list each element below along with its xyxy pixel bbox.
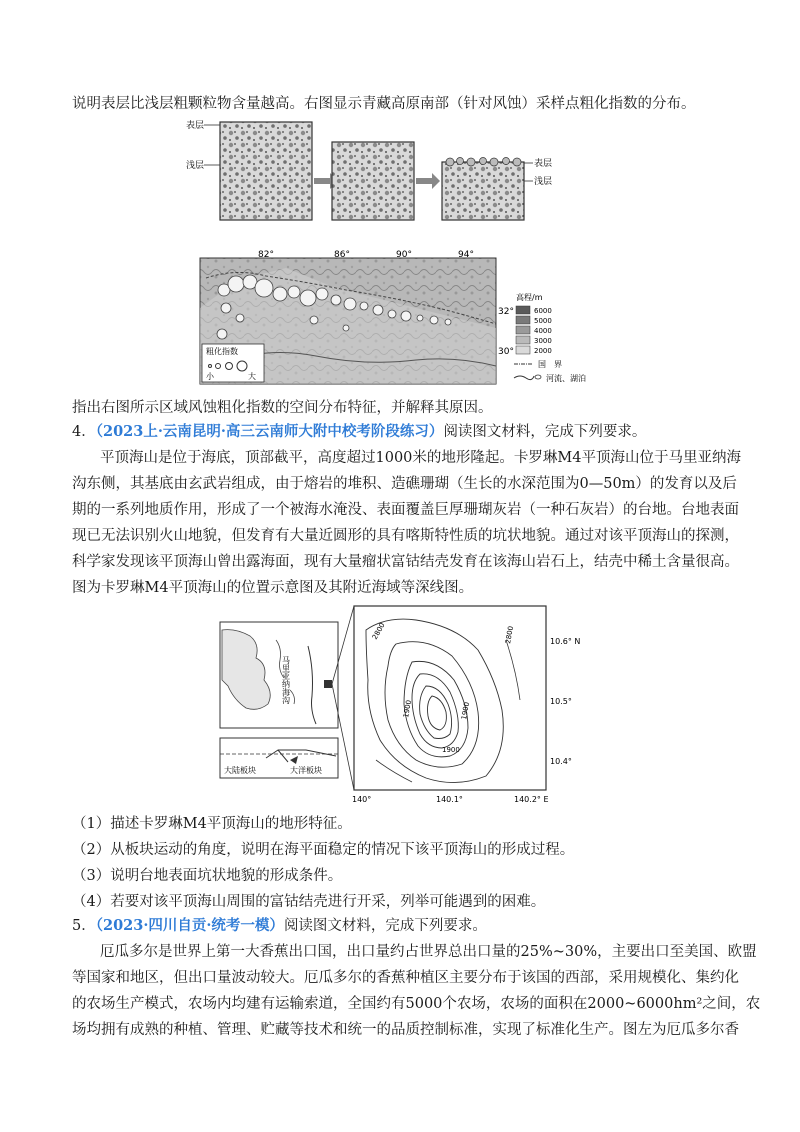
question-4-instruction: 阅读图文材料，完成下列要求。 <box>443 424 647 440</box>
soil-layer-figure <box>180 118 620 230</box>
q4-para-line-3: 期的一系列地质作用，形成了一个被海水淹没、表面覆盖巨厚珊瑚灰岩（一种石灰岩）的台地。台地表面 <box>72 502 739 518</box>
legend-river: 河流、湖泊 <box>546 374 586 383</box>
contour-2800-right: 2800 <box>504 625 516 645</box>
lat-tick-30: 30° <box>498 347 514 357</box>
q4-para-line-6: 图为卡罗琳M4平顶海山的位置示意图及其附近海域等深线图。 <box>72 580 474 596</box>
label-surface: 表层 <box>186 121 205 131</box>
soil-block-2 <box>332 142 414 220</box>
question-5-header <box>72 916 487 936</box>
intro-text: 说明表层比浅层粗颗粒物含量越高。右图显示青藏高原南部（针对风蚀）采样点粗化指数的分布。 <box>72 96 696 112</box>
question-4-number: 4． <box>72 424 96 440</box>
plate-section <box>220 738 338 778</box>
legend-large: 大 <box>248 372 256 381</box>
roughening-index-map <box>196 248 616 388</box>
label-surface-right: 表层 <box>534 159 553 169</box>
bathymetric-contour-map <box>354 606 546 790</box>
lat-10-4: 10.4° <box>550 757 572 766</box>
elev-5000: 5000 <box>534 317 552 325</box>
label-shallow-right: 浅层 <box>534 177 553 187</box>
q5-para-line-2: 等国家和地区，但出口量波动较大。厄瓜多尔的香蕉种植区主要分布于该国的西部，采用规模化、集约化 <box>72 970 739 986</box>
lon-tick-94: 94° <box>458 250 474 260</box>
legend-small: 小 <box>206 372 214 381</box>
lon-140: 140° <box>352 795 372 804</box>
trench-label: 马里亚纳海沟 <box>281 656 291 704</box>
q5-para-line-4: 场均拥有成熟的种植、管理、贮藏等技术和统一的品质控制标准，实现了标准化生产。图左为厄瓜多尔香 <box>72 1022 739 1038</box>
contour-2800-left: 2800 <box>370 621 387 641</box>
elev-4000: 4000 <box>534 327 552 335</box>
seamount-figure <box>216 600 596 806</box>
oceanic-plate-label: 大洋板块 <box>290 766 322 775</box>
contour-1900-b: 1900 <box>460 701 472 721</box>
contour-1900-a: 1900 <box>402 699 414 719</box>
question-5-instruction: 阅读图文材料，完成下列要求。 <box>283 918 487 934</box>
q4-subquestion-4: （4）若要对该平顶海山周围的富钴结壳进行开采，列举可能遇到的困难。 <box>72 894 546 910</box>
elev-6000: 6000 <box>534 307 552 315</box>
lat-10-5: 10.5° <box>550 697 572 706</box>
label-shallow: 浅层 <box>186 161 205 171</box>
lon-tick-90: 90° <box>396 250 412 260</box>
question-5-number: 5． <box>72 918 96 934</box>
soil-block-1 <box>220 122 312 220</box>
arrow-2 <box>416 173 440 189</box>
q4-para-line-2: 沟东侧，其基底由玄武岩组成，由于熔岩的堆积、造礁珊瑚（生长的水深范围为0—50m）的发育以及后 <box>72 476 737 492</box>
q4-subquestion-1: （1）描述卡罗琳M4平顶海山的地形特征。 <box>72 816 352 832</box>
elevation-title: 高程/m <box>516 293 543 302</box>
elev-3000: 3000 <box>534 337 552 345</box>
question-3-prompt: 指出右图所示区域风蚀粗化指数的空间分布特征，并解释其原因。 <box>72 400 493 416</box>
q4-subquestion-3: （3）说明台地表面坑状地貌的形成条件。 <box>72 868 343 884</box>
elev-2000: 2000 <box>534 347 552 355</box>
q5-para-line-1: 厄瓜多尔是世界上第一大香蕉出口国，出口量约占世界总出口量的25%~30%，主要出口至美国、欧盟 <box>100 944 757 960</box>
lon-140-2: 140.2° E <box>514 795 549 804</box>
lon-tick-86: 86° <box>334 250 350 260</box>
lat-tick-32: 32° <box>498 307 514 317</box>
legend-border: 国 界 <box>538 360 562 369</box>
q4-para-line-5: 科学家发现该平顶海山曾出露海面，现有大量瘤状富钴结壳发育在该海山岩石上，结壳中稀土含量很高。 <box>72 554 739 570</box>
contour-1900-c: 1900 <box>442 746 460 754</box>
q5-para-line-3: 的农场生产模式，农场内均建有运输索道，全国约有5000个农场，农场的面积在2000~6000hm²之间，农 <box>72 996 761 1012</box>
seamount-location-marker <box>324 680 332 688</box>
question-4-header <box>72 422 646 442</box>
lat-10-6: 10.6° N <box>550 637 581 646</box>
soil-block-3 <box>442 158 524 221</box>
lon-tick-82: 82° <box>258 250 274 260</box>
locator-map <box>220 622 338 728</box>
q4-subquestion-2: （2）从板块运动的角度，说明在海平面稳定的情况下该平顶海山的形成过程。 <box>72 842 575 858</box>
question-5-source: （2023·四川自贡·统考一模） <box>95 917 284 934</box>
question-4-source: （2023上·云南昆明·高三云南师大附中校考阶段练习） <box>95 423 444 440</box>
q4-para-line-4: 现已无法识别火山地貌，但发育有大量近圆形的具有喀斯特性质的坑状地貌。通过对该平顶海山的探测， <box>72 528 739 544</box>
legend-title: 粗化指数 <box>206 347 238 356</box>
continental-plate-label: 大陆板块 <box>224 766 256 775</box>
lon-140-1: 140.1° <box>436 795 463 804</box>
q4-para-line-1: 平顶海山是位于海底，顶部截平，高度超过1000米的地形隆起。卡罗琳M4平顶海山位于马里亚纳海 <box>100 450 741 466</box>
